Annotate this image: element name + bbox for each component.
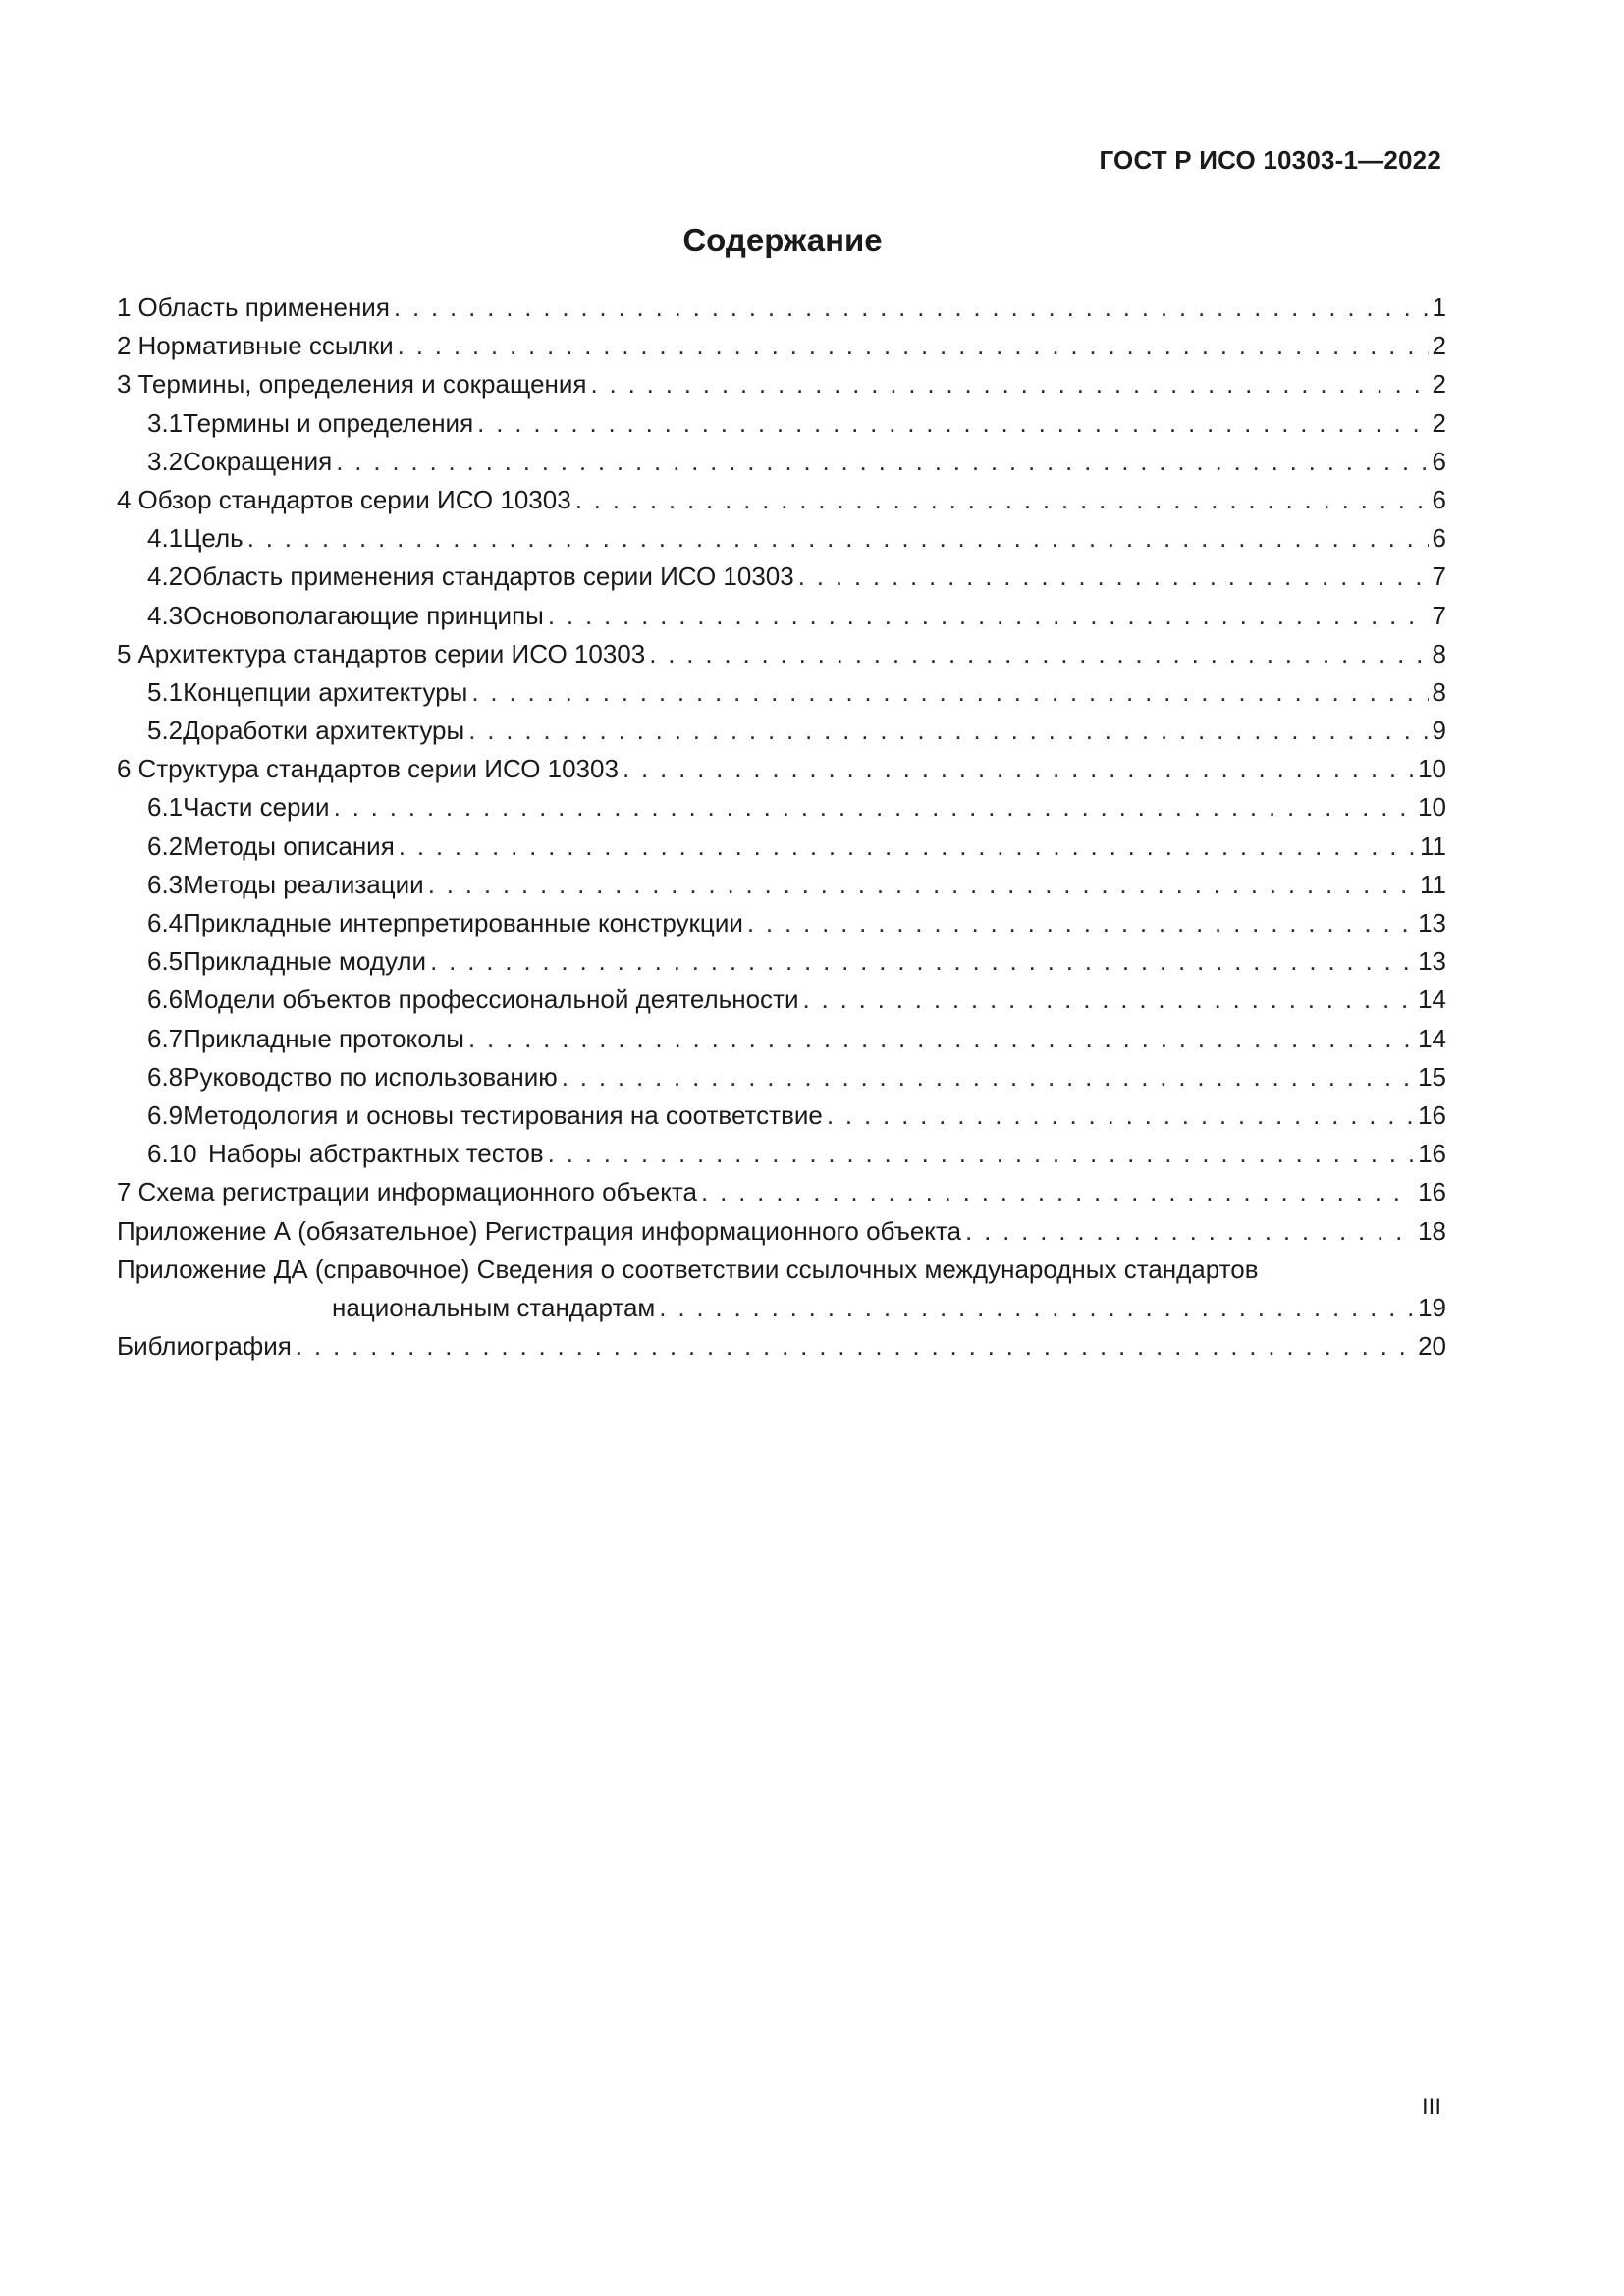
toc-entry-page: 10	[1418, 754, 1446, 784]
toc-dot-leader	[468, 712, 1428, 750]
toc-entry-title: Наборы абстрактных тестов	[208, 1139, 544, 1169]
toc-entry[interactable]	[117, 788, 1446, 827]
toc-entry-page: 8	[1432, 676, 1446, 707]
toc-entry-page: 14	[1418, 1023, 1446, 1053]
toc-entry-number: 5.2	[147, 716, 184, 746]
toc-entry-title: Структура стандартов серии ИСО 10303	[137, 754, 619, 784]
toc-dot-leader	[802, 981, 1414, 1019]
toc-entry-number: 6.3	[147, 869, 184, 899]
toc-entry-title: Прикладные протоколы	[183, 1023, 464, 1053]
toc-entry[interactable]	[117, 635, 1446, 673]
toc-entry[interactable]	[117, 1212, 1446, 1251]
toc-entry[interactable]	[117, 1135, 1446, 1173]
toc-entry-title: Прикладные интерпретированные конструкции	[183, 908, 743, 937]
toc-entry[interactable]	[117, 942, 1446, 981]
toc-entry-title: Концепции архитектуры	[183, 676, 468, 707]
toc-dot-leader	[649, 635, 1428, 673]
toc-dot-leader	[575, 481, 1429, 519]
toc-entry-page: 2	[1432, 407, 1446, 438]
toc-entry-number: 6.9	[147, 1099, 184, 1130]
toc-entry[interactable]	[117, 289, 1446, 327]
toc-entry-page: 18	[1418, 1215, 1446, 1246]
toc-entry-title-continuation: национальным стандартам	[332, 1292, 656, 1322]
toc-entry-title: Приложение ДА (справочное) Сведения о соответствии ссылочных международных стандартов	[117, 1254, 1259, 1284]
toc-entry[interactable]	[117, 828, 1446, 866]
toc-dot-leader	[701, 1173, 1414, 1211]
toc-entry-title: Область применения	[137, 293, 390, 322]
toc-entry-title: Архитектура стандартов серии ИСО 10303	[137, 638, 646, 668]
toc-dot-leader	[296, 1327, 1414, 1365]
toc-dot-leader	[798, 558, 1429, 596]
toc-entry-page: 2	[1432, 369, 1446, 400]
toc-entry-page: 13	[1418, 946, 1446, 977]
toc-entry-title: Приложение А (обязательное) Регистрация информационного объекта	[117, 1215, 962, 1246]
toc-entry-page: 7	[1432, 561, 1446, 592]
toc-entry[interactable]	[117, 1251, 1446, 1289]
toc-dot-leader	[428, 866, 1416, 904]
toc-entry-number: 1	[117, 293, 132, 322]
toc-entry-page: 6	[1432, 446, 1446, 476]
toc-entry-number: 3.2	[147, 446, 184, 476]
toc-entry[interactable]	[117, 1173, 1446, 1211]
toc-entry-number: 6.5	[147, 946, 184, 977]
toc-entry-title: Схема регистрации информационного объекта	[137, 1177, 698, 1207]
toc-entry[interactable]	[117, 481, 1446, 519]
toc-entry-page: 11	[1420, 869, 1446, 899]
toc-entry-number: 6.8	[147, 1061, 184, 1092]
toc-entry-page: 14	[1418, 985, 1446, 1015]
toc-dot-leader	[623, 750, 1414, 788]
toc-dot-leader	[247, 519, 1429, 558]
toc-entry-page: 10	[1418, 792, 1446, 823]
toc-entry-page: 16	[1418, 1139, 1446, 1169]
toc-entry-title: Модели объектов профессиональной деятельности	[183, 985, 799, 1015]
toc-entry[interactable]	[117, 1096, 1446, 1135]
toc-entry[interactable]	[117, 866, 1446, 904]
toc-dot-leader	[394, 289, 1429, 327]
page-number: III	[1421, 2094, 1441, 2120]
toc-dot-leader	[430, 942, 1414, 981]
toc-entry-title: Термины и определения	[183, 407, 474, 438]
toc-dot-leader	[827, 1096, 1414, 1135]
toc-dot-leader	[336, 443, 1428, 481]
toc-dot-leader	[334, 788, 1415, 827]
toc-entry-number: 4	[117, 484, 132, 514]
toc-dot-leader	[591, 365, 1429, 403]
toc-entry-number: 5.1	[147, 676, 184, 707]
toc-entry-page: 7	[1432, 600, 1446, 630]
toc-entry[interactable]	[117, 404, 1446, 443]
toc-entry-number: 3	[117, 369, 132, 400]
toc-entry-title: Сокращения	[183, 446, 333, 476]
toc-entry-title: Область применения стандартов серии ИСО 10303	[183, 561, 794, 592]
toc-entry[interactable]	[117, 1327, 1446, 1365]
toc-entry-title: Библиография	[117, 1331, 292, 1362]
toc-dot-leader	[468, 1020, 1414, 1058]
toc-entry-title: Нормативные ссылки	[137, 331, 394, 361]
toc-dot-leader	[965, 1212, 1414, 1251]
toc-entry-page: 19	[1418, 1292, 1446, 1322]
toc-entry-number: 6.4	[147, 908, 184, 937]
toc-entry-page: 1	[1432, 293, 1446, 322]
toc-entry-page: 15	[1418, 1061, 1446, 1092]
toc-entry-title: Термины, определения и сокращения	[137, 369, 587, 400]
toc-entry-page: 20	[1418, 1331, 1446, 1362]
toc-entry-number: 5	[117, 638, 132, 668]
toc-dot-leader	[477, 404, 1428, 443]
toc-entry[interactable]	[117, 673, 1446, 712]
toc-entry-number: 3.1	[147, 407, 184, 438]
toc-entry-page: 8	[1432, 638, 1446, 668]
toc-dot-leader	[398, 327, 1429, 365]
toc-entry-page: 6	[1432, 484, 1446, 514]
toc-entry[interactable]	[117, 443, 1446, 481]
toc-entry-title: Методология и основы тестирования на соответствие	[183, 1099, 823, 1130]
document-code: ГОСТ Р ИСО 10303-1—2022	[1099, 145, 1441, 175]
toc-entry[interactable]	[117, 365, 1446, 403]
toc-entry-title: Основополагающие принципы	[183, 600, 544, 630]
toc-dot-leader	[747, 904, 1414, 942]
toc-entry-number: 6.6	[147, 985, 184, 1015]
toc-entry-number: 6.2	[147, 830, 184, 861]
toc-entry-number: 6.10	[147, 1139, 197, 1169]
toc-entry-continuation[interactable]	[117, 1289, 1446, 1327]
toc-entry-title: Руководство по использованию	[183, 1061, 558, 1092]
toc-entry[interactable]	[117, 904, 1446, 942]
toc-entry-number: 6	[117, 754, 132, 784]
toc-entry-page: 16	[1418, 1177, 1446, 1207]
toc-entry-page: 13	[1418, 908, 1446, 937]
toc-entry-number: 7	[117, 1177, 132, 1207]
toc-entry[interactable]	[117, 981, 1446, 1019]
toc-dot-leader	[399, 828, 1416, 866]
table-of-contents	[117, 289, 1446, 1365]
toc-entry-number: 6.1	[147, 792, 184, 823]
toc-entry-title: Обзор стандартов серии ИСО 10303	[137, 484, 571, 514]
toc-title: Содержание	[682, 222, 883, 258]
toc-dot-leader	[548, 597, 1429, 635]
toc-entry-number: 4.3	[147, 600, 184, 630]
toc-entry-title: Методы описания	[183, 830, 395, 861]
toc-entry-number: 4.1	[147, 523, 184, 554]
toc-entry[interactable]	[117, 750, 1446, 788]
toc-entry-title: Части серии	[183, 792, 330, 823]
toc-entry-page: 2	[1432, 331, 1446, 361]
toc-entry-page: 16	[1418, 1099, 1446, 1130]
toc-entry-page: 9	[1432, 716, 1446, 746]
toc-entry[interactable]	[117, 597, 1446, 635]
toc-entry[interactable]	[117, 1058, 1446, 1096]
toc-entry-number: 4.2	[147, 561, 184, 592]
toc-entry-page: 6	[1432, 523, 1446, 554]
toc-entry[interactable]	[117, 1020, 1446, 1058]
toc-dot-leader	[548, 1135, 1414, 1173]
toc-entry[interactable]	[117, 519, 1446, 558]
toc-entry-number: 6.7	[147, 1023, 184, 1053]
toc-entry-title: Цель	[183, 523, 244, 554]
toc-dot-leader	[562, 1058, 1414, 1096]
toc-dot-leader	[471, 673, 1428, 712]
toc-entry-title: Доработки архитектуры	[183, 716, 465, 746]
toc-entry[interactable]	[117, 327, 1446, 365]
toc-dot-leader	[659, 1289, 1414, 1327]
toc-entry-page: 11	[1420, 830, 1446, 861]
toc-entry-title: Методы реализации	[183, 869, 424, 899]
toc-entry-number: 2	[117, 331, 132, 361]
toc-entry[interactable]	[117, 712, 1446, 750]
toc-entry[interactable]	[117, 558, 1446, 596]
toc-entry-title: Прикладные модули	[183, 946, 427, 977]
